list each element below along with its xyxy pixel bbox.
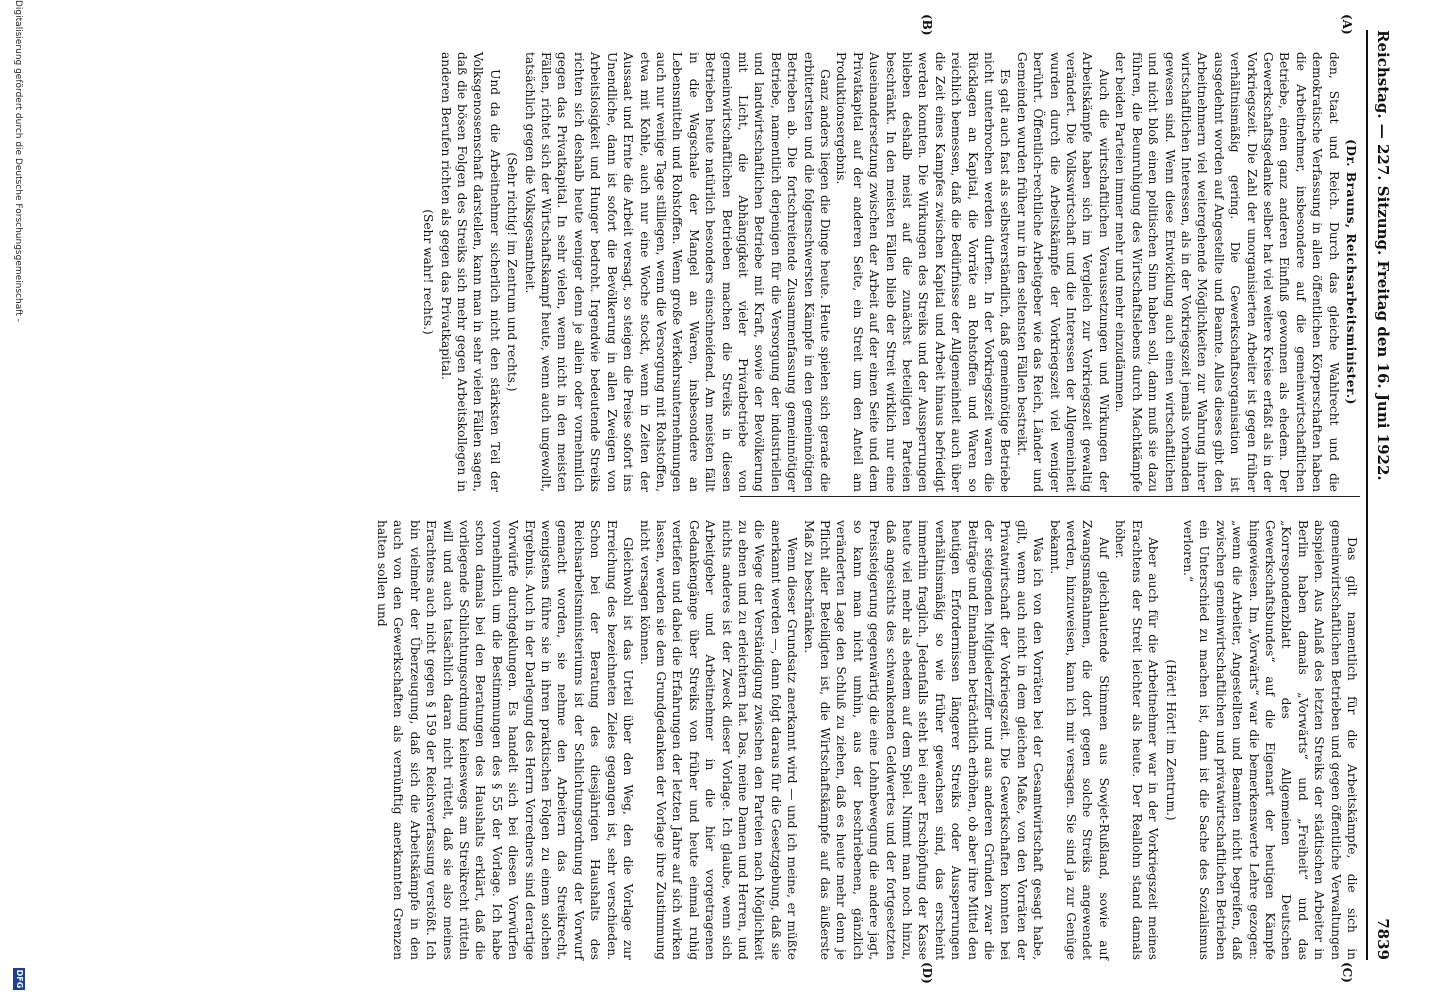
interjection: (Sehr richtig! im Zentrum und rechts.) <box>505 152 520 392</box>
paragraph: Aber auch für die Arbeitnehmer war in der Vorkriegszeit meines Erachtens der Streit leichter als heute. Der Reallohn stand damals höher. <box>1113 520 1161 960</box>
digitization-footer <box>7 0 29 1000</box>
paragraph: den, Staat und Reich. Durch das gleiche Wahlrecht und die demokratische Verfassung in allen öffentlichen Körperschaften haben die Arbeitnehmer, insbesondere auf die gemeinwirtschaftlichen Betriebe, einen ganz anderen Einfluß gewonnen als ehedem. Der Gewerkschaftsgedanke selber hat viel weitere Kreise erfaßt als in der Vorkriegszeit. Die Zahl der unorganisierten Arbeiter ist gegen früher verhältnismäßig gering. Die Gewerkschaftsorganisation ist ausgedehnt worden auf Angestellte und Beamte. Alles dieses gibt den Arbeitnehmern viel weitergehende Möglichkeiten zur Wahrung ihrer wirtschaftlichen Interessen, als in der Vorkriegszeit jemals vorhanden gewesen sind. Wenn diese Entwicklung auch einen wirtschaftlichen und nicht bloß einen politischen Sinn haben soll, dann muß sie dazu führen, die Beunruhigung des Wirtschaftslebens durch Machtkämpfe der beiden Parteien immer mehr und mehr einzudämmen. <box>1113 52 1341 492</box>
margin-marker-a: (A) <box>1340 14 1354 35</box>
margin-marker-c: (C) <box>1340 962 1354 983</box>
footer-credit: Digitalisierung gefördert durch die Deutsche Forschungsgemeinschaft - <box>13 0 23 322</box>
column-divider <box>740 496 1360 497</box>
text-column-left <box>421 52 1360 492</box>
margin-marker-d: (D) <box>920 962 934 984</box>
paragraph: Gleichwohl ist das Urteil über den Weg, den die Vorlage zur Erreichung des bezeichneten Zieles gegangen ist, sehr verschieden. Schon bei der Beratung des diesjährigen Haushalts des Reichsarbeitsministeriums ist der Schlichtungsordnung der Vorwurf gemacht worden, sie nehme den Arbeitern das Streikrecht, wenigstens führe sie in ihren praktischen Folgen zu einem solchen Ergebnis. Auch in der Darlegung des Herrn Vorredners sind derartige Vorwürfe durchgeklungen. Es handelt sich bei diesen Vorwürfen vornehmlich um die Bestimmungen des § 55 der Vorlage. Ich habe schon damals bei den Beratungen des Haushalts erklärt, daß die vorliegende Schlichtungsordnung keineswegs am Streikrecht rütteln will und auch tatsächlich daran nicht rüttelt, daß sie also meines Erachtens auch nicht gegen § 159 der Reichsverfassung verstößt. Ich bin vielmehr der Überzeugung, daß sich die Arbeitskämpfe in den auch von den Gewerkschaften als vernünftig anerkannten Grenzen halten sollen und <box>375 520 636 960</box>
page-number: 7839 <box>1374 918 1392 960</box>
speaker-line: (Dr. Brauns, Reichsarbeitsminister.) <box>1344 139 1358 405</box>
interjection: (Sehr wahr! rechts.) <box>421 209 436 335</box>
paragraph: Und da die Arbeitnehmer sicherlich nicht den stärksten Teil der Volksgenossenschaft darstellen, kann man in sehr vielen Fällen sagen, daß die bösen Folgen des Streiks sich mehr gegen Arbeitskollegen in anderen Berufen richten als gegen das Privatkapital. <box>438 52 502 492</box>
text-column-right <box>375 520 1360 960</box>
paragraph: Auch die wirtschaftlichen Voraussetzungen und Wirkungen der Arbeitskämpfe haben sich im Vergleich zur Vorkriegszeit gewaltig verändert. Die Volkswirtschaft und die Interessen der Allgemeinheit wurden durch die Arbeitskämpfe der Vorkriegszeit viel weniger berührt. Öffentlich-rechtliche Arbeitgeber wie das Reich, Länder und Gemeinden wurden früher nur in den seltensten Fällen bestreikt. <box>1014 52 1111 492</box>
paragraph: Wenn dieser Grundsatz anerkannt wird — und ich meine, er müßte anerkannt werden —, dann folgt daraus für die Gesetzgebung, daß sie die Wege der Verständigung zwischen den Parteien nach Möglichkeit zu ebnen und zu erleichtern hat. Das, meine Damen und Herren, und nichts anderes ist der Zweck dieser Vorlage. Ich glaube, wenn sich Arbeitgeber und Arbeitnehmer in die hier vorgetragenen Gedankengänge über Streiks von früher und heute einmal ruhig vertiefen und dabei die Erfahrungen der letzten Jahre auf sich wirken lassen, werden sie dem Grundgedanken der Vorlage ihre Zustimmung nicht versagen können. <box>637 520 800 960</box>
margin-marker-b: (B) <box>920 14 934 36</box>
paragraph: Ganz anders liegen die Dinge heute. Heute spielen sich gerade die erbittertsten und die folgenschwersten Kämpfe in den gemeinnötigen Betrieben ab. Die fortschreitende Zusammenfassung gemeinnötiger Betriebe, namentlich derjenigen für die Versorgung der industriellen und landwirtschaftlichen Betriebe mit Kraft, sowie der Bevölkerung mit Licht, die Abhängigkeit vieler Privatbetriebe von gemeinwirtschaftlichen Betrieben machen die Streiks in diesen Betrieben heute natürlich besonders einschneidend. Am meisten fällt in die Wagschale der Mangel an Waren, insbesondere an Lebensmitteln und Rohstoffen. Wenn große Verkehrsunternehmungen auch nur wenige Tage stilliegen, wenn die Versorgung mit Rohstoffen, etwa mit Kohle, auch nur eine Woche stockt, wenn in Zeiten der Aussaat und Ernte die Arbeit versagt, so steigen die Preise sofort ins Unendliche, dann ist sofort die Bevölkerung in allen Zweigen von Arbeitslosigkeit und Hunger bedroht. Irgendwie bedeutende Streiks richten sich deshalb heute weniger denn je allein oder vornehmlich gegen das Privatkapital. In sehr vielen, wenn nicht in den meisten Fällen, richtet sich der Wirtschaftskampf heute, wenn auch ungewollt, tatsächlich gegen die Volksgesamtheit. <box>522 52 832 492</box>
page-header <box>1366 30 1394 960</box>
dfg-logo: DFG <box>15 969 24 989</box>
header-title: Reichstag. — 227. Sitzung. Freitag den 16. Juni 1922. <box>1374 30 1392 481</box>
paragraph: Das gilt namentlich für die Arbeitskämpfe, die sich in gemeinwirtschaftlichen Betrieben und gegen öffentliche Verwaltungen abspielen. Aus Anlaß des letzten Streiks der städtischen Arbeiter in Berlin haben damals „Vorwärts“ und „Freiheit“ und das „Korrespondenzblatt des Allgemeinen Deutschen Gewerkschaftsbundes“ auf die Eigenart der heutigen Kämpfe hingewiesen. Im „Vorwärts“ war die bemerkenswerte Lehre gezogen: „wenn die Arbeiter, Angestellten und Beamten nicht begreifen, daß zwischen gemeinwirtschaftlichen und privatwirtschaftlichen Betrieben ein Unterschied zu machen ist, dann ist die Sache des Sozialismus verloren.“ <box>1180 520 1359 960</box>
interjection: (Hört! Hört! im Zentrum.) <box>1163 659 1178 821</box>
paragraph: Auf gleichlautende Stimmen aus Sowjet-Rußland, sowie auf Zwangsmaßnahmen, die dort gegen solche Streiks angewendet werden, hinzuweisen, kann ich mir versagen. Sie sind ja zur Genüge bekannt. <box>1047 520 1111 960</box>
paragraph: Was ich von den Vorräten bei der Gesamtwirtschaft gesagt habe, gilt, wenn auch nicht in dem gleichen Maße, von den Vorräten der Privatwirtschaft der Vorkriegszeit. Die Gewerkschaften konnten bei der steigenden Mitgliederziffer und aus anderen Gründen zwar die Beiträge und Einnahmen beträchtlich erhöhen, ob aber ihre Mittel den heutigen Erfordernissen längerer Streiks oder Aussperrungen verhältnismäßig so wie früher gewachsen sind, das erscheint immerhin fraglich. Jedenfalls steht bei einer Erschöpfung der Kasse heute viel mehr als ehedem auf dem Spiel. Nimmt man noch hinzu, daß angesichts des schwankenden Geldwertes und der fortgesetzten Preissteigerung gegenwärtig die eine Lohnbewegung die andere jagt, so kann man nicht umhin, aus der beschriebenen, gänzlich veränderten Lage den Schluß zu ziehen, daß es heute mehr denn je Pflicht aller Beteiligten ist, die Wirtschaftskämpfe auf das äußerste Maß zu beschränken. <box>801 520 1046 960</box>
paragraph: Es galt auch fast als selbstverständlich, daß gemeinnötige Betriebe nicht unterbrochen werden durften. In der Vorkriegszeit waren die Rücklagen an Kapital, die Vorräte an Rohstoffen und Waren so reichlich bemessen, daß die Bedürfnisse der Allgemeinheit auch über die Zeit eines Kampfes zwischen Kapital und Arbeit hinaus befriedigt werden konnten. Die Wirkungen des Streiks und der Aussperrungen blieben deshalb meist auf die zunächst beteiligten Parteien beschränkt. In den meisten Fällen blieb der Streit wirklich nur eine Auseinandersetzung zwischen der Arbeit auf der einen Seite und dem Privatkapital auf der anderen Seite, ein Streit um den Anteil am Produktionsergebnis. <box>834 52 1013 492</box>
